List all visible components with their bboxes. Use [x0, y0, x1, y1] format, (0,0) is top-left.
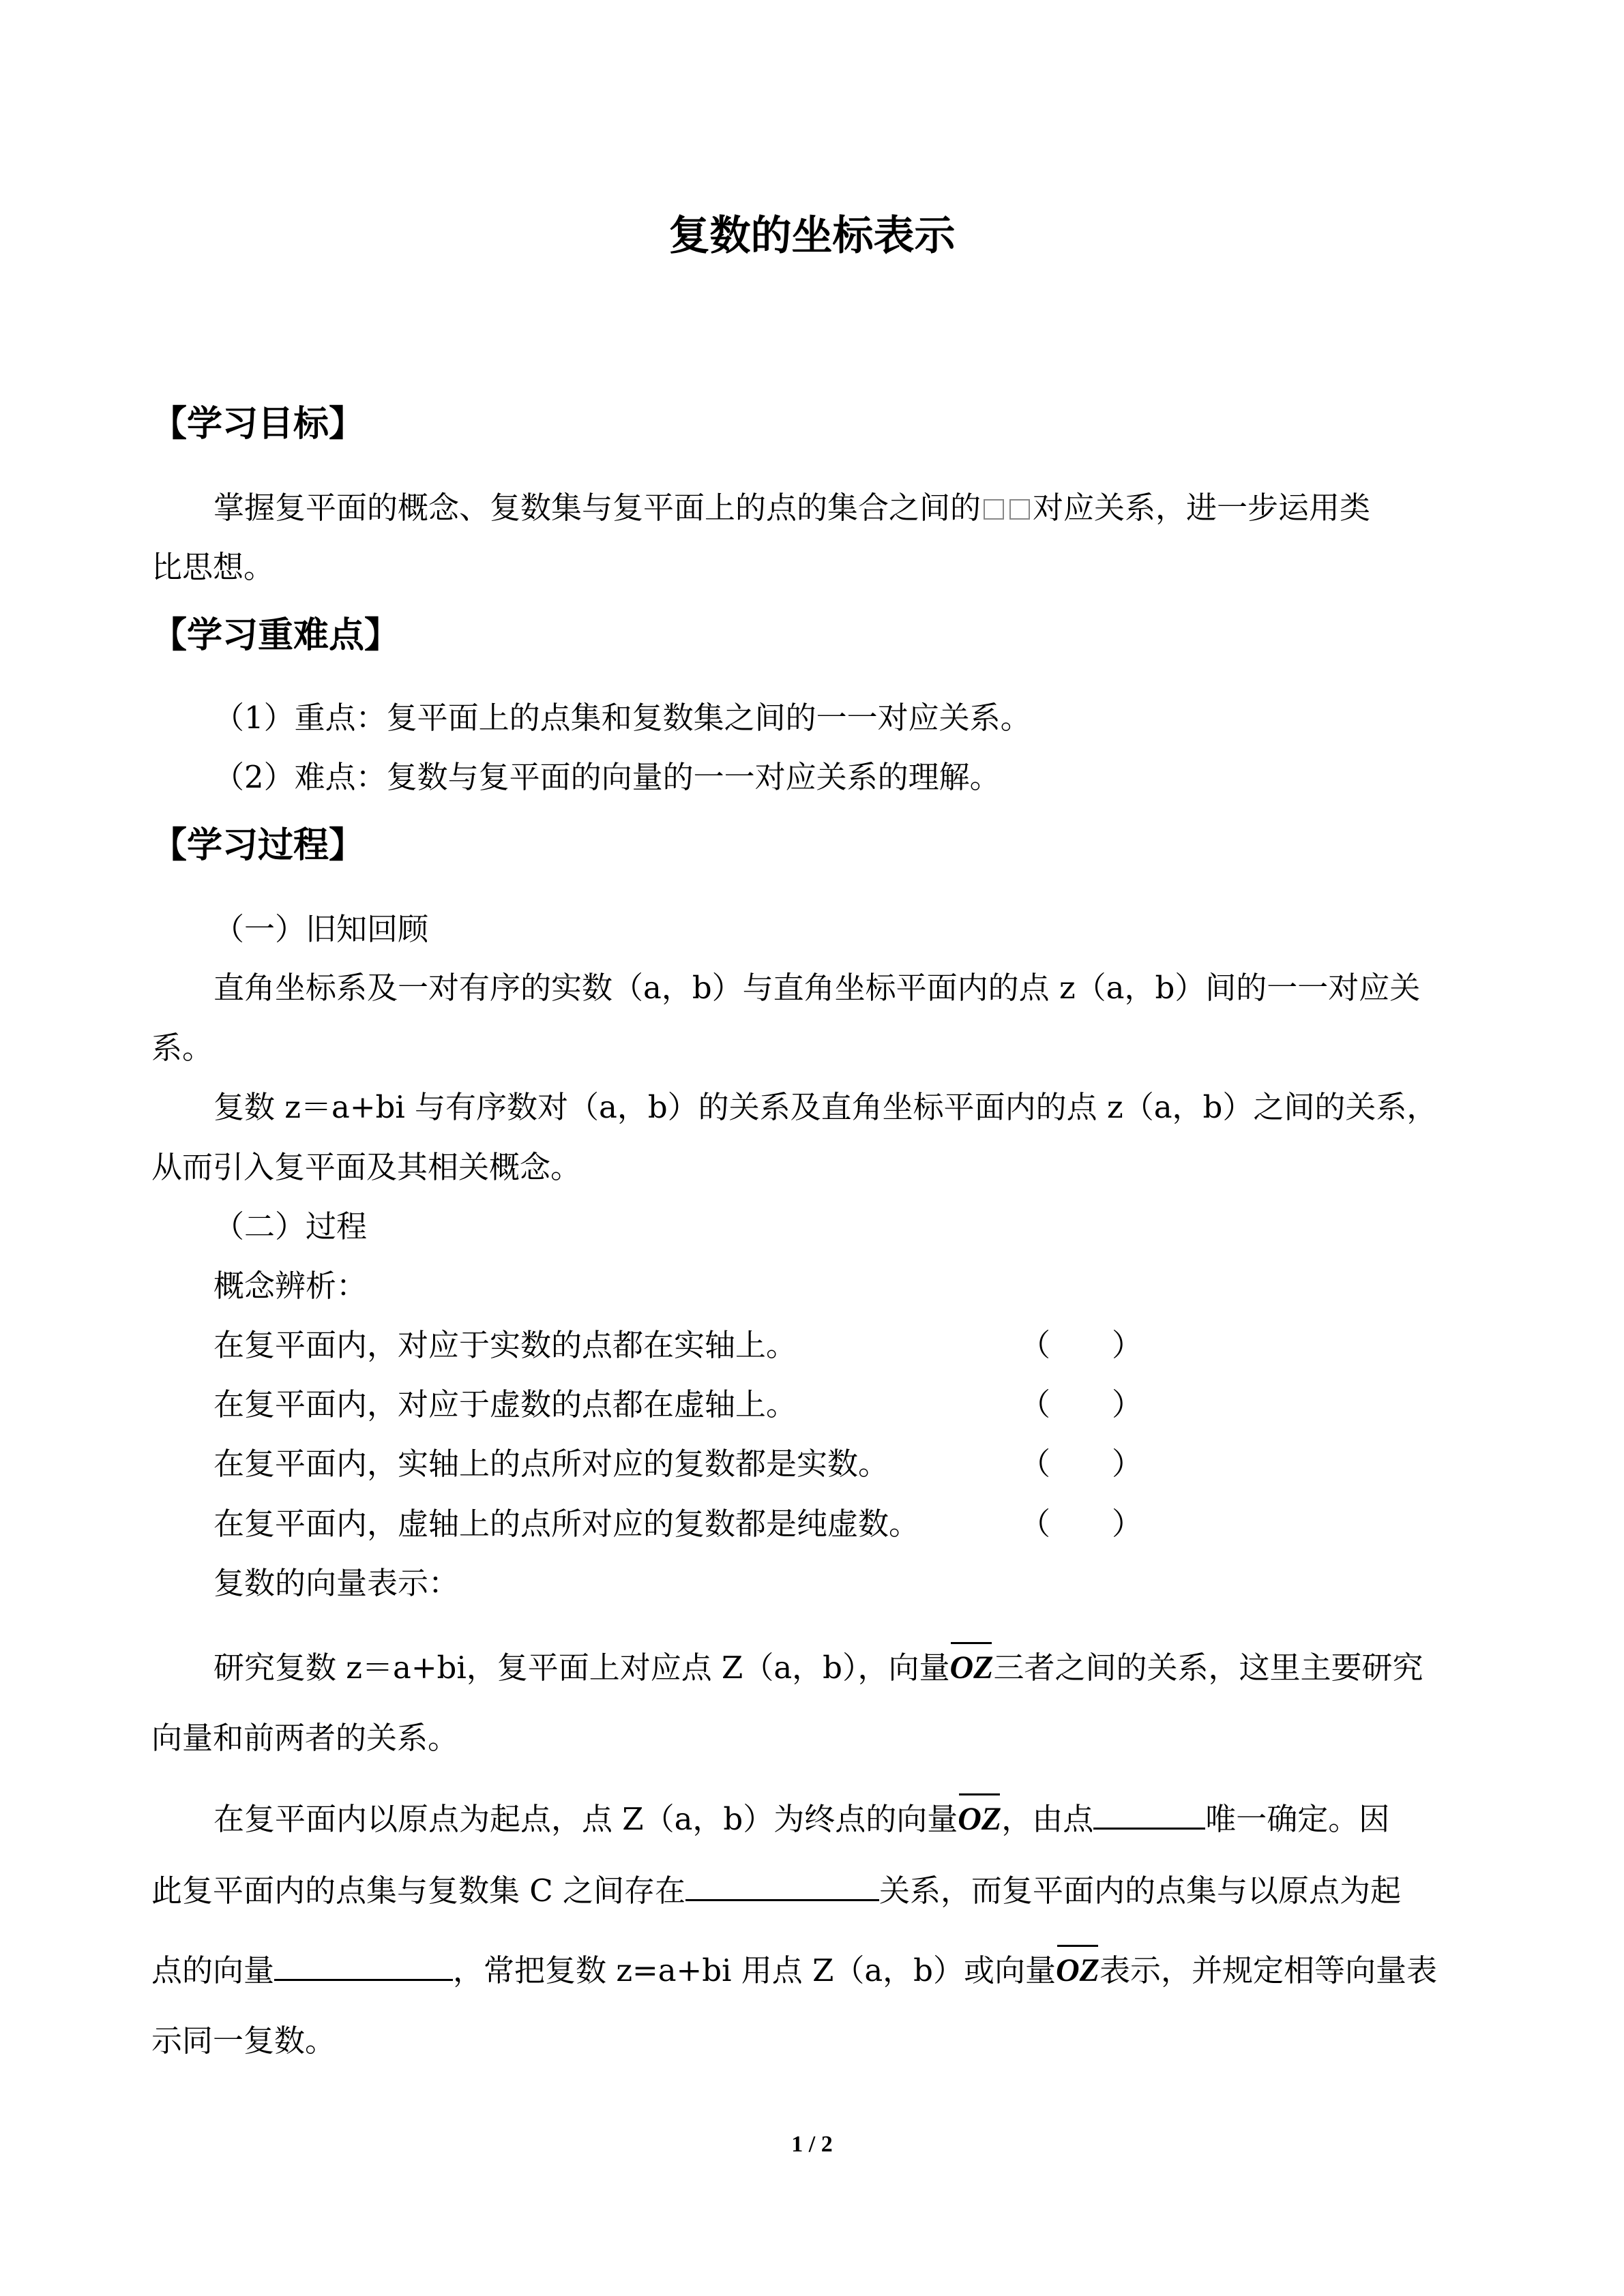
heading-learning-goals: 【学习目标】: [151, 403, 365, 445]
text: 三者之间的关系，这里主要研究: [993, 1650, 1423, 1686]
fill-blank[interactable]: [685, 1869, 879, 1901]
goal-text-b: 对应关系，进一步运用类: [1033, 490, 1371, 526]
text: 点的向量: [151, 1952, 275, 1988]
vector-paragraph-2-line-4: 示同一复数。: [151, 2023, 336, 2059]
heading-learning-process: 【学习过程】: [151, 824, 365, 866]
vector-paragraph-2-line-2: [151, 1869, 1401, 1911]
missing-glyph-box: [1009, 499, 1030, 520]
concept-label: 概念辨析：: [213, 1268, 368, 1304]
goal-line-2: 比思想。: [151, 549, 275, 585]
fill-blank[interactable]: [1093, 1798, 1205, 1830]
vector-paragraph-2-line-1: [213, 1793, 1389, 1840]
key-point-2: （2）难点：复数与复平面的向量的一一对应关系的理解。: [213, 759, 1001, 795]
text: 此复平面内的点集与复数集 C 之间存在: [151, 1873, 686, 1909]
text: 在复平面内以原点为起点，点 Z（a，b）为终点的向量: [213, 1801, 958, 1837]
vector-paragraph-2-line-3: [151, 1945, 1437, 1991]
review-paragraph-2-line-1: 复数 z＝a+bi 与有序数对（a，b）的关系及直角坐标平面内的点 z（a，b）之间的关系，: [213, 1089, 1438, 1125]
judgement-2: 在复平面内，对应于虚数的点都在虚轴上。: [213, 1386, 797, 1422]
goal-line-1: [213, 488, 1370, 528]
vector-paragraph-1-line-2: 向量和前两者的关系。: [151, 1720, 459, 1756]
heading-key-points: 【学习重难点】: [151, 614, 400, 656]
goal-text-a: 掌握复平面的概念、复数集与复平面上的点的集合之间的: [213, 490, 981, 526]
text: 关系，而复平面内的点集与以原点为起: [879, 1873, 1402, 1909]
vector-paragraph-1-line-1: [213, 1642, 1423, 1688]
judgement-3-blank: （ ）: [1020, 1446, 1143, 1482]
vector-oz: OZ: [949, 1642, 993, 1688]
vector-oz: OZ: [1056, 1945, 1099, 1991]
text: 研究复数 z＝a+bi，复平面上对应点 Z（a，b），向量: [213, 1650, 950, 1686]
text: 表示，并规定相等向量表: [1099, 1952, 1437, 1988]
judgement-4: 在复平面内，虚轴上的点所对应的复数都是纯虚数。: [213, 1506, 920, 1542]
review-paragraph-1-line-1: 直角坐标系及一对有序的实数（a，b）与直角坐标平面内的点 z（a，b）间的一一对应关: [213, 970, 1421, 1006]
page-title: 复数的坐标表示: [668, 212, 956, 260]
text: ，常把复数 z=a+bi 用点 Z（a，b）或向量: [453, 1952, 1056, 1988]
missing-glyph-box: [984, 499, 1004, 520]
review-paragraph-2-line-2: 从而引入复平面及其相关概念。: [151, 1149, 582, 1185]
section-review-title: （一）旧知回顾: [213, 911, 429, 947]
section-process-title: （二）过程: [213, 1208, 368, 1244]
key-point-1: （1）重点：复平面上的点集和复数集之间的一一对应关系。: [213, 700, 1031, 736]
text: 唯一确定。因: [1205, 1801, 1390, 1837]
judgement-2-blank: （ ）: [1020, 1386, 1143, 1422]
vector-label: 复数的向量表示：: [213, 1565, 460, 1601]
judgement-1: 在复平面内，对应于实数的点都在实轴上。: [213, 1327, 797, 1363]
review-paragraph-1-line-2: 系。: [151, 1030, 213, 1066]
vector-oz: OZ: [958, 1793, 1001, 1840]
fill-blank[interactable]: [274, 1949, 453, 1981]
text: ，由点: [1001, 1801, 1094, 1837]
judgement-4-blank: （ ）: [1020, 1506, 1143, 1542]
page-number: 1 / 2: [791, 2132, 833, 2157]
judgement-3: 在复平面内，实轴上的点所对应的复数都是实数。: [213, 1446, 889, 1482]
judgement-1-blank: （ ）: [1020, 1327, 1143, 1363]
